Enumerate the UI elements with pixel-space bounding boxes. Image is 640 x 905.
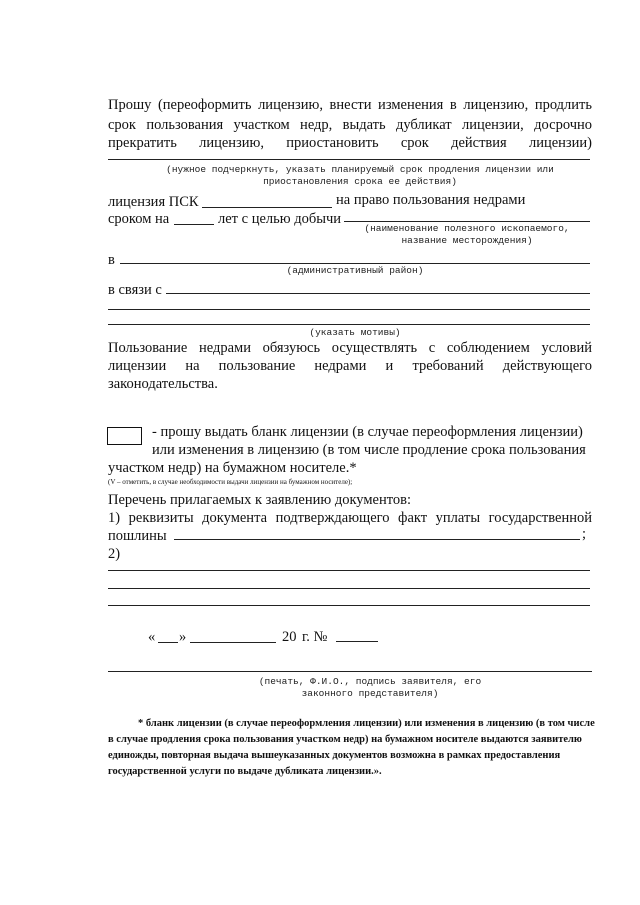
signature-field[interactable] — [108, 671, 592, 672]
paper-request-line-1: - прошу выдать бланк лицензии (в случае переоформления лицензии) — [152, 424, 583, 440]
reason-field-2[interactable] — [108, 309, 590, 310]
attachments-field-2[interactable] — [108, 588, 590, 589]
attachments-item-2: 2) — [108, 546, 121, 562]
request-line-2: срок пользования участком недр, выдать дубликат лицензии, досрочно — [108, 117, 592, 133]
footnote-line-3: единожды, повторная выдача вышеуказанных документов возможна в рамках предоставления — [108, 750, 561, 761]
request-line-3: прекратить лицензию, приостановить срок действия лицензии) — [108, 135, 592, 151]
license-right-label: на право пользования недрами — [336, 192, 526, 208]
term-suffix: лет с целью добычи — [218, 211, 341, 227]
reason-prefix: в связи с — [108, 282, 162, 298]
mineral-field[interactable] — [344, 221, 590, 222]
date-year-suffix: г. № — [302, 629, 328, 645]
footnote-line-2: в случае продления срока пользования участком недр) на бумажном носителе выдаются заявителю — [108, 734, 582, 745]
footnote-line-1: * бланк лицензии (в случае переоформления лицензии) или изменения в лицензию (в том числе — [138, 718, 595, 729]
footnote-line-4: государственной услуги по выдаче дубликата лицензии.». — [108, 766, 382, 777]
date-close-quote: » — [179, 629, 187, 645]
paper-request-line-2: или изменения в лицензию (в том числе продление срока пользования — [152, 442, 586, 458]
attachments-item-1-end: ; — [582, 526, 587, 542]
date-year: 20 — [282, 629, 297, 645]
signature-hint-1: (печать, Ф.И.О., подпись заявителя, его — [258, 676, 482, 687]
paper-license-checkbox[interactable] — [107, 427, 142, 445]
attachments-title: Перечень прилагаемых к заявлению документов: — [108, 492, 411, 508]
license-number-field[interactable] — [202, 207, 332, 208]
payment-details-field[interactable] — [174, 539, 580, 540]
attachments-field-3[interactable] — [108, 605, 590, 606]
commitment-line-1: Пользование недрами обязуюсь осуществлять с соблюдением условий — [108, 340, 592, 356]
reason-hint: (указать мотивы) — [309, 327, 401, 338]
hint-period-1: (нужное подчеркнуть, указать планируемый срок продления лицензии или — [166, 164, 554, 175]
attachments-item-1-cont: пошлины — [108, 528, 167, 544]
date-open-quote: « — [148, 629, 156, 645]
request-details-line[interactable] — [108, 159, 590, 160]
document-number-field[interactable] — [336, 641, 378, 642]
commitment-line-2: лицензии на пользование недрами и требований действующего — [108, 358, 592, 374]
date-day-field[interactable] — [158, 642, 178, 643]
mineral-hint-1: (наименование полезного ископаемого, — [364, 223, 570, 234]
district-prefix: в — [108, 252, 115, 268]
reason-field-1[interactable] — [166, 293, 590, 294]
date-month-field[interactable] — [190, 642, 276, 643]
term-label: сроком на — [108, 211, 170, 227]
attachments-item-1: 1) реквизиты документа подтверждающего факт уплаты государственной — [108, 510, 592, 526]
signature-hint-2: законного представителя) — [301, 688, 439, 699]
commitment-line-3: законодательства. — [108, 376, 218, 392]
paper-request-line-3: участком недр) на бумажном носителе.* — [108, 460, 357, 476]
license-label: лицензия ПСК — [108, 194, 199, 210]
request-line-1: Прошу (переоформить лицензию, внести изменения в лицензию, продлить — [108, 97, 592, 113]
mineral-hint-2: название месторождения) — [401, 235, 533, 246]
district-hint: (административный район) — [286, 265, 424, 276]
attachments-field-1[interactable] — [108, 570, 590, 571]
paper-request-note: (V – отметить, в случае необходимости выдачи лицензии на бумажном носителе); — [108, 478, 353, 486]
term-years-field[interactable] — [174, 224, 214, 225]
reason-field-3[interactable] — [108, 324, 590, 325]
hint-period-2: приостановления срока ее действия) — [263, 176, 457, 187]
district-field[interactable] — [120, 263, 590, 264]
